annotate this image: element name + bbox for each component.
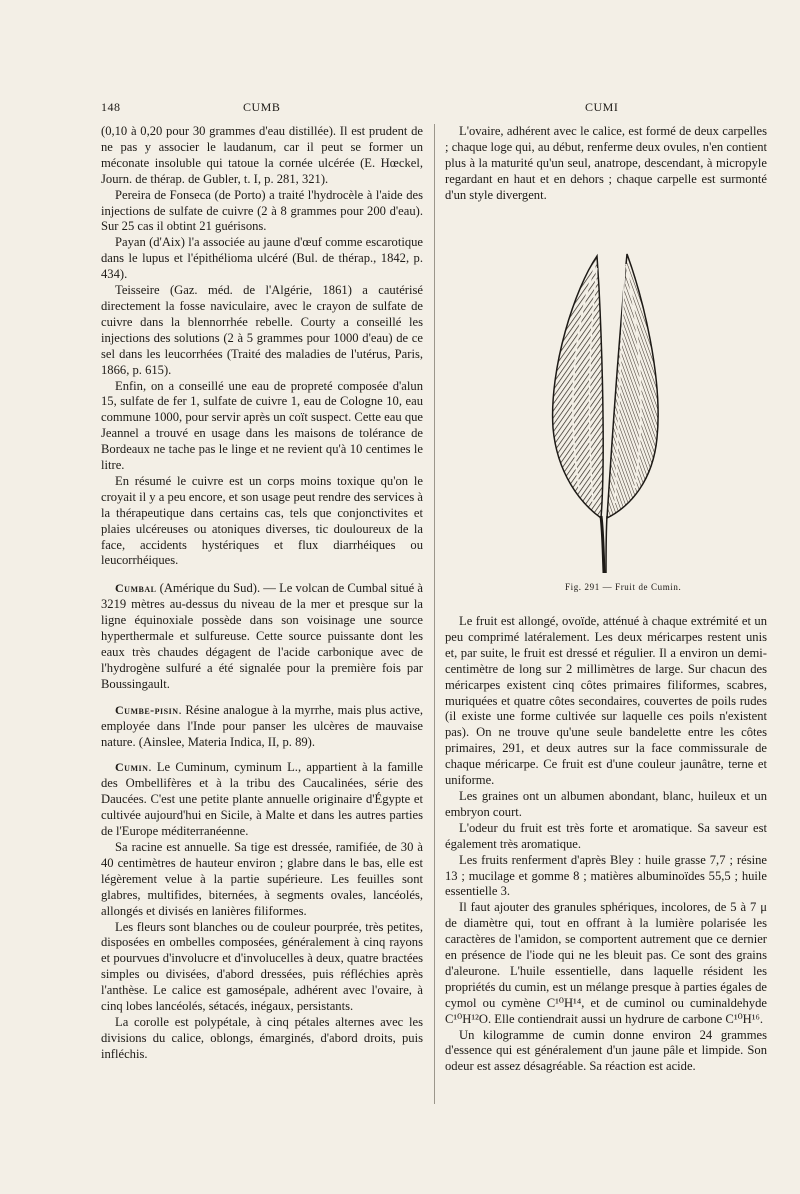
paragraph: Un kilogramme de cumin donne environ 24 grammes d'essence qui est généralement d'un jaune pâle et limpide. Son odeur est assez désagréable. Sa réaction est acide. <box>445 1027 767 1074</box>
paragraph: Les graines ont un albumen abondant, blanc, huileux et un embryon court. <box>445 788 767 819</box>
entry-text: . Le Cuminum, cyminum L., appartient à la famille des Ombellifères et à la tribu des Caucalinées, série des Daucées. C'est une petite plante annuelle originaire d'Égypte et cultivée aujourd'hui en Sicile, à Malte et dans les autres parties de l'Europe méditerranéenne. <box>101 760 423 839</box>
paragraph: Enfin, on a conseillé une eau de propreté composée d'alun 15, sulfate de fer 1, sulfate de cuivre 1, eau de Cologne 10, eau commune 1000, pour servir après un coït suspect. Cette eau que Jeannel a trouvé en usage dans les maisons de tolérance de Bordeaux ne tache pas le linge et ne revient qu'à 10 centimes le litre. <box>101 378 423 473</box>
paragraph: Payan (d'Aix) l'a associée au jaune d'œuf comme escarotique dans le lupus et l'épithélioma ulcéré (Bul. de thérap., 1842, p. 434). <box>101 235 423 282</box>
entry-cumin <box>101 760 423 840</box>
headword-cumbe-pisin: Cumbe-pisin <box>115 702 179 717</box>
headword-cumbal: Cumbal <box>115 581 157 596</box>
paragraph: L'odeur du fruit est très forte et aromatique. Sa saveur est également très aromatique. <box>445 820 767 851</box>
cumin-fruit-icon <box>535 248 675 578</box>
entry-text: (Amérique du Sud). — Le volcan de Cumbal situé à 3219 mètres au-dessus du niveau de la mer et presque sur la ligne équinoxiale possède dans son voisinage une source hyperthermale et sulfureuse. Cette source puissante dont les eaux très chaudes dégagent de l'acide carbonique avec de l'hydrogène sulfuré a été signalée pour la première fois par Boussingault. <box>101 581 423 691</box>
paragraph: En résumé le cuivre est un corps moins toxique qu'on le croyait il y a peu encore, et son usage peut rendre des services à la thérapeutique dans certains cas, tels que conjonctivites et plaies ulcéreuses ou atoniques diverses, tic douloureux de la face, accidents hystériques et flux diarrhéiques ou leucorrhéiques. <box>101 473 423 568</box>
paragraph: Les fruits renferment d'après Bley : huile grasse 7,7 ; résine 13 ; mucilage et gomme 8 ; matières albuminoïdes 55,5 ; huile essentielle 3. <box>445 852 767 899</box>
paragraph: Il faut ajouter des granules sphériques, incolores, de 5 à 7 μ de diamètre qui, tout en offrant à la lumière polarisée les caractères de l'amidon, se comportent autrement que ce dernier en présence de l'iode qui ne les bleuit pas. Ce sont des grains d'aleurone. L'huile essentielle, dans laquelle résident les propriétés du cumin, est un mélange presque à parties égales de cymol ou cymène C¹⁰H¹⁴, et de cuminol ou cuminaldehyde C¹⁰H¹²O. Elle contiendrait aussi un hydrure de carbone C¹⁰H¹⁶. <box>445 900 767 1026</box>
cumin-fruit-engraving <box>535 248 675 578</box>
paragraph: La corolle est polypétale, à cinq pétales alternes avec les divisions du calice, oblongs, émarginés, d'abord droits, puis infléchis. <box>101 1014 423 1061</box>
paragraph: L'ovaire, adhérent avec le calice, est formé de deux carpelles ; chaque loge qui, au début, renferme deux ovules, n'en contient plus à la maturité qu'un seul, anatrope, descendant, à micropyle regardant en haut et en dehors ; chaque carpelle est surmonté d'un style divergent. <box>445 124 767 202</box>
paragraph: (0,10 à 0,20 pour 30 grammes d'eau distillée). Il est prudent de ne pas y associer le laudanum, car il peut se former un méconate insoluble qui tatoue la cornée ulcérée (E. Hœckel, Journ. de thérap. de Gubler, t. I, p. 281, 321). <box>101 124 423 186</box>
right-column-bottom <box>445 614 767 1075</box>
right-column-top <box>445 124 767 204</box>
running-head-left: CUMB <box>243 100 281 114</box>
figure-caption: Fig. 291 — Fruit de Cumin. <box>565 582 682 592</box>
paragraph: Les fleurs sont blanches ou de couleur pourprée, très petites, disposées en ombelles composées, généralement à cinq rayons et pourvues d'involucre et d'involucelles à deux, quatre bractées simples ou divisées, d'abord dressées, puis réfléchies après l'anthèse. Le calice est gamosépale, adhérent avec l'ovaire, à cinq lobes lancéolés, sétacés, inégaux, persistants. <box>101 919 423 1014</box>
headword-cumin: Cumin <box>115 760 149 775</box>
paragraph: Teisseire (Gaz. méd. de l'Algérie, 1861) a cautérisé directement la fosse naviculaire, avec le crayon de sulfate de cuivre dans la blennorrhée rebelle. Courty a conseillé les injections des solutions (2 à 5 grammes pour 1000 d'eau) de ce sel dans les leucorrhées (Traité des maladies de l'utérus, Paris, 1866, p. 615). <box>101 283 423 377</box>
entry-text: . Résine analogue à la myrrhe, mais plus active, employée dans l'Inde pour panser les ulcères de mauvaise nature. (Ainslee, Materia Indica, II, p. 89). <box>101 702 423 749</box>
entry-cumbal <box>101 581 423 692</box>
page-number: 148 <box>101 100 121 114</box>
left-column <box>101 124 423 1063</box>
running-head-right: CUMI <box>585 100 619 114</box>
paragraph: Le fruit est allongé, ovoïde, atténué à chaque extrémité et un peu comprimé latéralement. Les deux méricarpes restent unis et, par suite, le fruit est dressé et régulier. Il a environ un demi-centimètre de long sur 2 millimètres de large. Sur chacun des méricarpes existent cinq côtes primaires filiformes, scabres, muriquées et quatre côtes secondaires, couvertes de poils rudes (il existe une forme cultivée sur laquelle ces poils n'existent pas). On ne trouve qu'une seule bandelette entre les côtes primaires, 291, et deux autres sur la face commissurale de chaque méricarpe. Ce fruit est d'une couleur jaunâtre, terne et uniforme. <box>445 614 767 788</box>
entry-cumbe-pisin <box>101 703 423 751</box>
paragraph: Pereira de Fonseca (de Porto) a traité l'hydrocèle à l'aide des injections de sulfate de cuivre (2 à 8 grammes pour 200 d'eau). Sur 25 cas il obtint 21 guérisons. <box>101 187 423 234</box>
paragraph: Sa racine est annuelle. Sa tige est dressée, ramifiée, de 30 à 40 centimètres de hauteur environ ; glabre dans le bas, elle est légèrement velue à la partie supérieure. Les feuilles sont glabres, multifides, biternées, à segments ovales, lancéolés, allongés et divisés en lanières filiformes. <box>101 839 423 918</box>
column-divider <box>434 124 435 1104</box>
